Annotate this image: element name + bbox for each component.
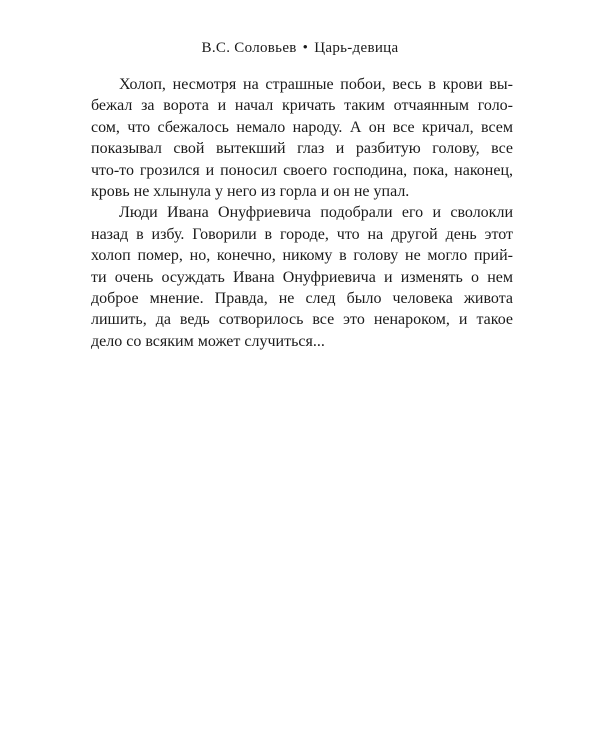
text-line: назад в избу. Говорили в городе, что на другой день этот — [91, 225, 513, 243]
text-line: лишить, да ведь сотворилось все это ненароком, и такое — [91, 311, 513, 329]
text-line: ти очень осуждать Ивана Онуфриевича и изменять о нем — [91, 268, 513, 286]
text-line: кровь не хлынула у него из горла и он не упал. — [91, 183, 410, 201]
text-line: сом, что сбежалось немало народу. А он все кричал, всем — [91, 118, 513, 136]
running-header — [0, 40, 600, 57]
header-title: Царь-девица — [314, 40, 399, 56]
text-line: бежал за ворота и начал кричать таким отчаянным голо- — [91, 97, 513, 115]
header-separator: • — [302, 40, 309, 56]
text-line: Люди Ивана Онуфриевича подобрали его и сволокли — [119, 204, 513, 222]
body-text — [91, 74, 513, 352]
paragraph-1 — [91, 74, 513, 202]
header-author: В.С. Соловьев — [201, 40, 297, 56]
text-line: показывал свой вытекший глаз и разбитую голову, все — [91, 140, 513, 158]
text-line: что-то грозился и поносил своего господина, пока, наконец, — [91, 161, 513, 179]
text-line: Холоп, несмотря на страшные побои, весь в крови вы- — [119, 76, 513, 93]
text-line: дело со всяким может случиться... — [91, 332, 325, 350]
paragraph-2 — [91, 202, 513, 352]
text-line: холоп помер, но, конечно, никому в голову не могло прий- — [91, 247, 513, 265]
text-line: доброе мнение. Правда, не след было человека живота — [91, 290, 513, 308]
